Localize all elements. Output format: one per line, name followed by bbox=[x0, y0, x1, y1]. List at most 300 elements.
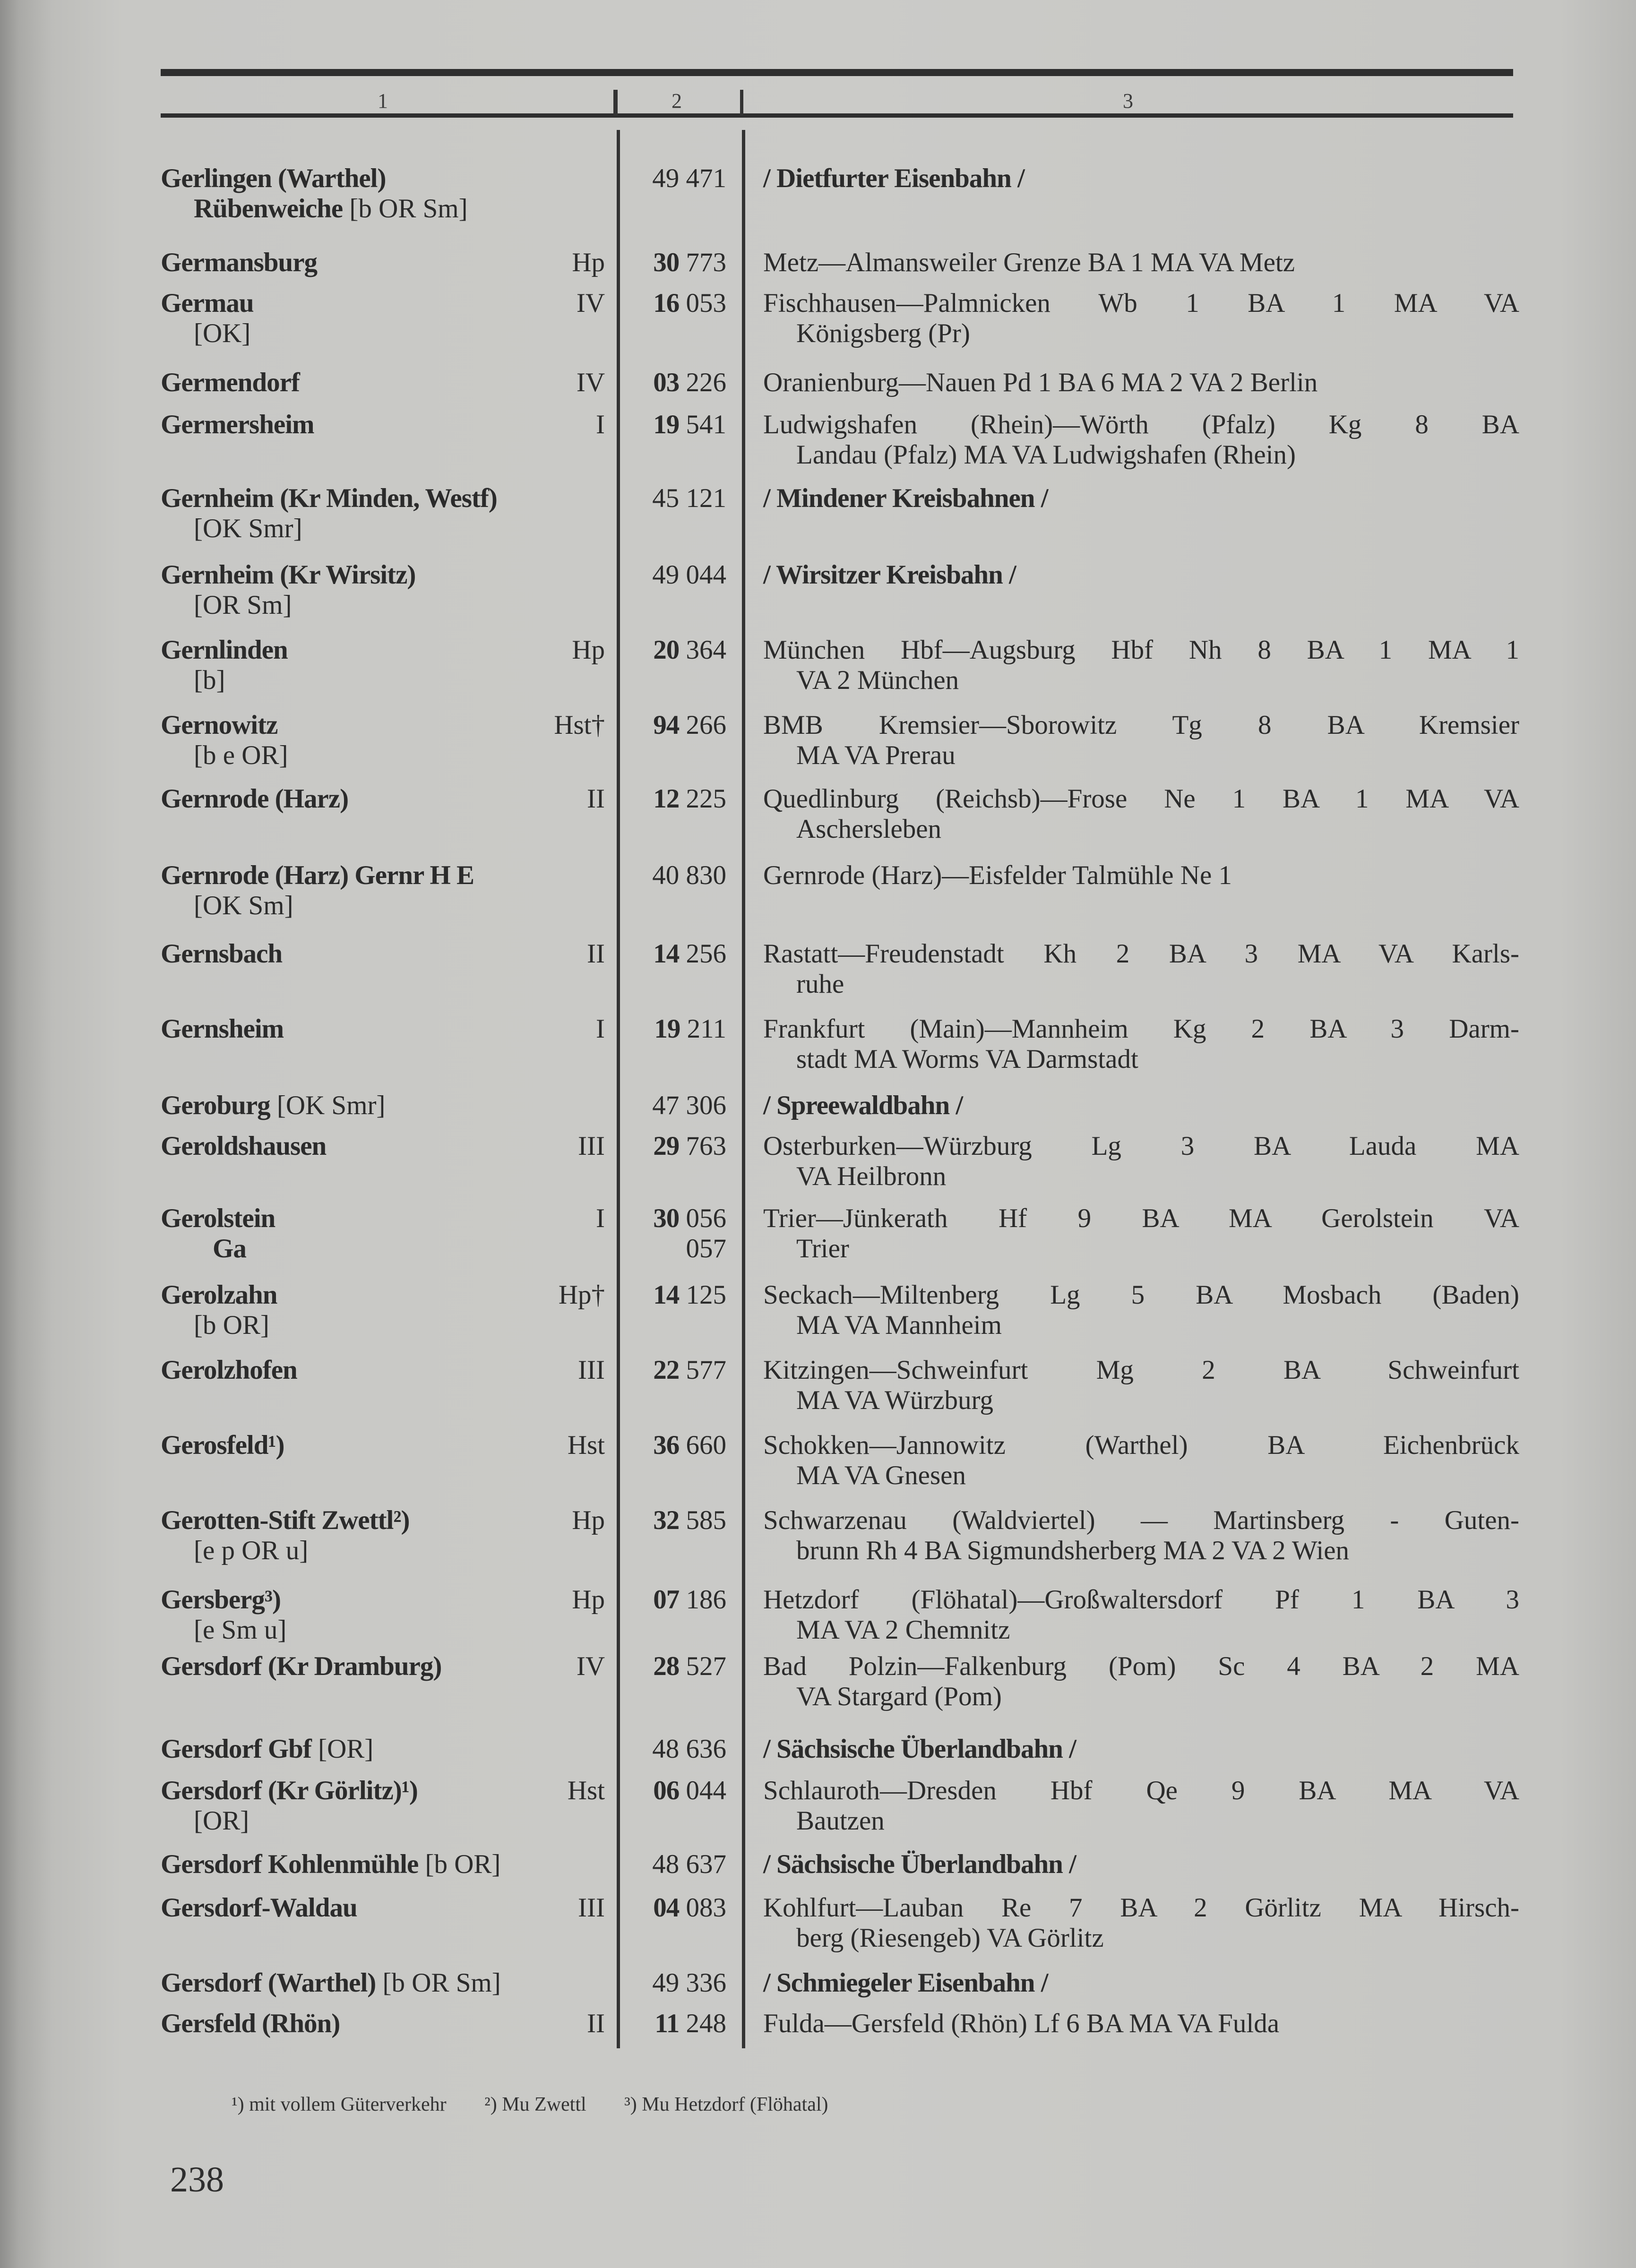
route-line: Fischhausen—Palmnicken Wb 1 BA 1 MA VA bbox=[763, 288, 1519, 318]
station-name: Gernsheim bbox=[161, 1014, 284, 1044]
column-header-3: 3 bbox=[1123, 89, 1133, 112]
station-number-prefix: 28 bbox=[653, 1651, 680, 1681]
route-cell bbox=[763, 635, 1519, 696]
station-sub-note: [b e OR] bbox=[194, 740, 288, 770]
station-sub-note: [e p OR u] bbox=[194, 1536, 309, 1565]
route-line: Landau (Pfalz) MA VA Ludwigshafen (Rhein) bbox=[796, 440, 1296, 470]
station-number-prefix: 30 bbox=[653, 248, 680, 277]
station-note: [b OR] bbox=[418, 1849, 501, 1879]
route-line: MA VA Mannheim bbox=[796, 1310, 1002, 1340]
station-name: Gersberg³) bbox=[161, 1585, 281, 1615]
station-number bbox=[621, 1585, 726, 1615]
station-number-suffix: 577 bbox=[679, 1355, 726, 1385]
route-cell bbox=[763, 483, 1519, 514]
route-cell bbox=[763, 1968, 1519, 1998]
station-number-suffix: 083 bbox=[679, 1893, 726, 1923]
station-class: Hp bbox=[572, 1505, 605, 1535]
station-cell bbox=[161, 2009, 605, 2039]
route-cell bbox=[763, 784, 1519, 844]
station-name-group bbox=[161, 1131, 326, 1161]
station-number-prefix: 04 bbox=[653, 1893, 680, 1923]
station-cell bbox=[161, 1849, 605, 1880]
route-line: Kohlfurt—Lauban Re 7 BA 2 Görlitz MA Hirsch- bbox=[763, 1893, 1519, 1923]
station-line bbox=[161, 1734, 605, 1764]
station-name-group bbox=[161, 1893, 357, 1923]
station-cell bbox=[161, 368, 605, 398]
station-subline bbox=[161, 665, 605, 696]
route-cell bbox=[763, 1131, 1519, 1192]
station-number-suffix: 266 bbox=[679, 710, 726, 740]
route-cell bbox=[763, 163, 1519, 194]
station-number-prefix: 47 306 bbox=[652, 1091, 726, 1120]
footnote-2: ²) Mu Zwettl bbox=[484, 2094, 586, 2115]
station-number-prefix: 49 471 bbox=[652, 163, 726, 193]
station-number-prefix: 36 bbox=[653, 1430, 680, 1460]
station-class: II bbox=[587, 784, 605, 814]
route-line: Osterburken—Würzburg Lg 3 BA Lauda MA bbox=[763, 1131, 1519, 1161]
route-line: Schlauroth—Dresden Hbf Qe 9 BA MA VA bbox=[763, 1776, 1519, 1805]
station-class: Hst bbox=[567, 1430, 605, 1460]
station-sub-note: [b] bbox=[194, 665, 225, 695]
station-subline bbox=[161, 194, 605, 224]
station-number bbox=[621, 1355, 726, 1385]
station-name-group bbox=[161, 368, 300, 398]
station-cell bbox=[161, 1734, 605, 1764]
column-divider-2 bbox=[742, 130, 745, 2048]
station-sub-note: [OK] bbox=[194, 318, 251, 348]
station-line bbox=[161, 410, 605, 440]
station-cell bbox=[161, 483, 605, 544]
station-sub-note: [OK Sm] bbox=[194, 891, 293, 920]
station-name: Gerolzahn bbox=[161, 1280, 277, 1310]
station-name: Gersdorf (Warthel) bbox=[161, 1968, 376, 1998]
station-name: Gersdorf (Kr Görlitz)¹) bbox=[161, 1776, 418, 1805]
station-cell bbox=[161, 939, 605, 969]
station-number bbox=[621, 784, 726, 814]
route-cell bbox=[763, 1585, 1519, 1645]
route-line: Königsberg (Pr) bbox=[796, 318, 970, 348]
station-name-group bbox=[161, 483, 497, 514]
station-name: Gernowitz bbox=[161, 710, 278, 740]
station-name-group bbox=[161, 1430, 284, 1460]
station-class: I bbox=[596, 410, 605, 439]
station-number-prefix: 22 bbox=[653, 1355, 680, 1385]
station-number-suffix: 527 bbox=[679, 1651, 726, 1681]
station-number-suffix: 053 bbox=[679, 288, 726, 318]
station-cell bbox=[161, 1091, 605, 1121]
station-line bbox=[161, 1203, 605, 1234]
station-cell bbox=[161, 560, 605, 620]
station-cell bbox=[161, 1893, 605, 1923]
station-class: III bbox=[578, 1893, 605, 1923]
station-number-suffix: 364 bbox=[679, 635, 726, 665]
station-sub-name: Rübenweiche bbox=[194, 194, 343, 223]
station-cell bbox=[161, 710, 605, 771]
station-number bbox=[621, 560, 726, 590]
route-line: MA VA Prerau bbox=[796, 740, 956, 770]
route-line: / Sächsische Überlandbahn / bbox=[763, 1734, 1076, 1764]
station-name: Gernheim (Kr Minden, Westf) bbox=[161, 483, 497, 513]
station-name-group bbox=[161, 1849, 500, 1880]
route-line: Schokken—Jannowitz (Warthel) BA Eichenbrück bbox=[763, 1430, 1519, 1460]
route-line: Gernrode (Harz)—Eisfelder Talmühle Ne 1 bbox=[763, 860, 1232, 890]
station-name: Gernrode (Harz) bbox=[161, 784, 349, 814]
station-number-suffix: 660 bbox=[679, 1430, 726, 1460]
station-class: III bbox=[578, 1355, 605, 1385]
station-name-group bbox=[161, 1734, 373, 1764]
station-name-group bbox=[161, 1014, 284, 1044]
station-cell bbox=[161, 1355, 605, 1385]
route-line: VA Stargard (Pom) bbox=[796, 1682, 1002, 1711]
station-name-group bbox=[161, 1651, 441, 1682]
station-name: Germersheim bbox=[161, 410, 314, 439]
route-cell bbox=[763, 1651, 1519, 1712]
station-cell bbox=[161, 860, 605, 921]
station-cell bbox=[161, 1968, 605, 1998]
station-cell bbox=[161, 1203, 605, 1264]
station-name-group bbox=[161, 860, 474, 891]
station-sub-note: [b OR Sm] bbox=[343, 194, 468, 223]
station-number bbox=[621, 248, 726, 278]
route-line: Trier—Jünkerath Hf 9 BA MA Gerolstein VA bbox=[763, 1203, 1519, 1233]
station-cell bbox=[161, 288, 605, 349]
station-line bbox=[161, 1131, 605, 1161]
route-cell bbox=[763, 288, 1519, 349]
station-name-group bbox=[161, 163, 386, 194]
route-line: / Spreewaldbahn / bbox=[763, 1091, 963, 1120]
station-class: I bbox=[596, 1014, 605, 1044]
station-name-group bbox=[161, 710, 277, 740]
route-cell bbox=[763, 1203, 1519, 1264]
station-name-group bbox=[161, 248, 317, 278]
station-number-suffix: 773 bbox=[679, 248, 726, 277]
route-cell bbox=[763, 560, 1519, 590]
station-class: III bbox=[578, 1131, 605, 1161]
route-line: Ludwigshafen (Rhein)—Wörth (Pfalz) Kg 8 BA bbox=[763, 410, 1519, 439]
station-number-prefix: 49 044 bbox=[652, 560, 726, 590]
station-number-suffix: 186 bbox=[679, 1585, 726, 1615]
station-subline bbox=[161, 1234, 605, 1264]
station-name-group bbox=[161, 1091, 385, 1121]
route-line: Kitzingen—Schweinfurt Mg 2 BA Schweinfurt bbox=[763, 1355, 1519, 1385]
station-line bbox=[161, 1355, 605, 1385]
route-cell bbox=[763, 860, 1519, 891]
station-number bbox=[621, 860, 726, 891]
footnote-1: ¹) mit vollem Güterverkehr bbox=[232, 2094, 447, 2115]
route-cell bbox=[763, 1849, 1519, 1880]
station-name: Gersdorf Kohlenmühle bbox=[161, 1849, 419, 1879]
header-rule bbox=[161, 113, 1513, 118]
column-divider-2-header bbox=[740, 90, 743, 116]
route-line: / Wirsitzer Kreisbahn / bbox=[763, 560, 1016, 590]
station-line bbox=[161, 1091, 605, 1121]
station-number-suffix: 125 bbox=[679, 1280, 726, 1310]
station-sub-note: [OK Smr] bbox=[194, 514, 302, 543]
station-note: [OR] bbox=[311, 1734, 374, 1764]
route-line: / Dietfurter Eisenbahn / bbox=[763, 163, 1025, 193]
station-name: Gerotten-Stift Zwettl²) bbox=[161, 1505, 410, 1535]
station-cell bbox=[161, 1430, 605, 1460]
station-line bbox=[161, 288, 605, 318]
station-line bbox=[161, 1505, 605, 1536]
route-cell bbox=[763, 1014, 1519, 1074]
route-cell bbox=[763, 939, 1519, 999]
station-class: Hp bbox=[572, 248, 605, 277]
route-cell bbox=[763, 368, 1519, 398]
footnote-3: ³) Mu Hetzdorf (Flöhatal) bbox=[624, 2094, 828, 2115]
column-divider-1-header bbox=[613, 90, 618, 116]
station-note: [b OR Sm] bbox=[376, 1968, 501, 1998]
station-number bbox=[621, 288, 726, 318]
station-number-prefix: 19 bbox=[653, 410, 680, 439]
station-number-prefix: 40 830 bbox=[652, 860, 726, 890]
station-number bbox=[621, 1734, 726, 1764]
station-class: Hp† bbox=[558, 1280, 605, 1310]
station-line bbox=[161, 1280, 605, 1310]
route-line: VA 2 München bbox=[796, 665, 959, 695]
station-cell bbox=[161, 248, 605, 278]
route-line: MA VA Würzburg bbox=[796, 1385, 994, 1415]
station-name: Gersfeld (Rhön) bbox=[161, 2009, 340, 2038]
route-line: brunn Rh 4 BA Sigmundsherberg MA 2 VA 2 Wien bbox=[796, 1536, 1350, 1565]
route-cell bbox=[763, 710, 1519, 771]
station-number bbox=[621, 1968, 726, 1998]
station-number bbox=[621, 1091, 726, 1121]
page-number: 238 bbox=[170, 2160, 224, 2199]
station-number-suffix: 211 bbox=[680, 1014, 726, 1044]
station-name: Gerolstein bbox=[161, 1203, 276, 1233]
station-line bbox=[161, 1776, 605, 1806]
route-line: Schwarzenau (Waldviertel) — Martinsberg - Guten- bbox=[763, 1505, 1519, 1535]
route-line: Frankfurt (Main)—Mannheim Kg 2 BA 3 Darm- bbox=[763, 1014, 1519, 1044]
station-sub-note: [b OR] bbox=[194, 1310, 269, 1340]
column-header-1: 1 bbox=[378, 89, 388, 112]
station-line bbox=[161, 1968, 605, 1998]
station-number bbox=[621, 368, 726, 398]
station-name-group bbox=[161, 560, 415, 590]
station-line bbox=[161, 784, 605, 814]
route-line: / Sächsische Überlandbahn / bbox=[763, 1849, 1076, 1879]
station-class: I bbox=[596, 1203, 605, 1233]
route-cell bbox=[763, 410, 1519, 470]
station-number-prefix: 29 bbox=[653, 1131, 680, 1161]
station-class: Hp bbox=[572, 635, 605, 665]
station-number-prefix: 48 636 bbox=[652, 1734, 726, 1764]
station-class: IV bbox=[576, 288, 605, 318]
station-number-alt: 057 bbox=[686, 1234, 726, 1263]
station-name: Gernlinden bbox=[161, 635, 288, 665]
route-line: Aschersleben bbox=[796, 814, 942, 844]
route-line: Bautzen bbox=[796, 1806, 885, 1836]
station-number-prefix: 20 bbox=[653, 635, 680, 665]
station-number-prefix: 06 bbox=[653, 1776, 680, 1805]
route-line: Hetzdorf (Flöhatal)—Großwaltersdorf Pf 1 BA 3 bbox=[763, 1585, 1519, 1615]
station-number bbox=[621, 1131, 726, 1161]
station-number-suffix: 541 bbox=[679, 410, 726, 439]
station-subline bbox=[161, 590, 605, 620]
route-line: stadt MA Worms VA Darmstadt bbox=[796, 1044, 1138, 1074]
station-number-suffix: 056 bbox=[679, 1203, 726, 1233]
station-line bbox=[161, 1651, 605, 1682]
route-cell bbox=[763, 1355, 1519, 1416]
column-header-2: 2 bbox=[672, 89, 682, 112]
station-line bbox=[161, 248, 605, 278]
station-number-prefix: 30 bbox=[653, 1203, 680, 1233]
station-number bbox=[621, 1203, 726, 1264]
station-class: IV bbox=[576, 1651, 605, 1681]
route-line: VA Heilbronn bbox=[796, 1161, 947, 1191]
station-name: Germau bbox=[161, 288, 254, 318]
station-line bbox=[161, 483, 605, 514]
route-cell bbox=[763, 1091, 1519, 1121]
station-line bbox=[161, 1430, 605, 1460]
station-subline bbox=[161, 1536, 605, 1566]
route-line: Bad Polzin—Falkenburg (Pom) Sc 4 BA 2 MA bbox=[763, 1651, 1519, 1681]
route-line: München Hbf—Augsburg Hbf Nh 8 BA 1 MA 1 bbox=[763, 635, 1519, 665]
station-subline bbox=[161, 891, 605, 921]
station-name: Geroldshausen bbox=[161, 1131, 327, 1161]
station-name-group bbox=[161, 635, 288, 665]
station-subline bbox=[161, 514, 605, 544]
station-cell bbox=[161, 1776, 605, 1836]
station-name-group bbox=[161, 939, 282, 969]
station-cell bbox=[161, 1585, 605, 1645]
station-name-group bbox=[161, 1203, 275, 1234]
route-line: Metz—Almansweiler Grenze BA 1 MA VA Metz bbox=[763, 248, 1295, 277]
station-name: Gersdorf-Waldau bbox=[161, 1893, 357, 1923]
route-line: Fulda—Gersfeld (Rhön) Lf 6 BA MA VA Fulda bbox=[763, 2009, 1279, 2038]
station-name-group bbox=[161, 784, 348, 814]
station-number-prefix: 16 bbox=[653, 288, 680, 318]
station-cell bbox=[161, 1131, 605, 1161]
station-name: Geroburg bbox=[161, 1091, 270, 1120]
route-line: ruhe bbox=[796, 969, 844, 999]
station-number-prefix: 94 bbox=[653, 710, 680, 740]
column-divider-1 bbox=[617, 130, 620, 2048]
route-line: MA VA Gnesen bbox=[796, 1460, 966, 1490]
station-class: Hp bbox=[572, 1585, 605, 1615]
station-number-suffix: 226 bbox=[679, 368, 726, 397]
route-line: Quedlinburg (Reichsb)—Frose Ne 1 BA 1 MA VA bbox=[763, 784, 1519, 814]
station-number-prefix: 49 336 bbox=[652, 1968, 726, 1998]
route-cell bbox=[763, 1734, 1519, 1764]
station-name: Gerosfeld¹) bbox=[161, 1430, 284, 1460]
station-sub-name: Ga bbox=[213, 1234, 246, 1263]
route-line: berg (Riesengeb) VA Görlitz bbox=[796, 1923, 1104, 1953]
station-number-suffix: 044 bbox=[679, 1776, 726, 1805]
station-name: Gerlingen (Warthel) bbox=[161, 163, 386, 193]
station-number bbox=[621, 939, 726, 969]
station-number-prefix: 19 bbox=[654, 1014, 680, 1044]
station-name-group bbox=[161, 1585, 281, 1615]
station-number-prefix: 45 121 bbox=[652, 483, 726, 513]
station-subline bbox=[161, 1310, 605, 1340]
route-cell bbox=[763, 1505, 1519, 1566]
station-number-suffix: 763 bbox=[679, 1131, 726, 1161]
route-line: MA VA 2 Chemnitz bbox=[796, 1615, 1010, 1645]
station-note: [OK Smr] bbox=[270, 1091, 386, 1120]
station-number-prefix: 32 bbox=[653, 1505, 680, 1535]
station-line bbox=[161, 560, 605, 590]
station-name: Gernsbach bbox=[161, 939, 283, 969]
station-name: Germansburg bbox=[161, 248, 317, 277]
top-rule bbox=[161, 69, 1513, 76]
station-number bbox=[621, 635, 726, 665]
route-cell bbox=[763, 248, 1519, 278]
station-number bbox=[621, 1651, 726, 1682]
station-number-prefix: 14 bbox=[653, 1280, 680, 1310]
station-number-prefix: 48 637 bbox=[652, 1849, 726, 1879]
station-name-group bbox=[161, 1968, 501, 1998]
route-line: Oranienburg—Nauen Pd 1 BA 6 MA 2 VA 2 Berlin bbox=[763, 368, 1318, 397]
station-number-suffix: 256 bbox=[679, 939, 726, 969]
station-class: IV bbox=[576, 368, 605, 397]
station-class: II bbox=[587, 2009, 605, 2038]
route-line: Seckach—Miltenberg Lg 5 BA Mosbach (Baden) bbox=[763, 1280, 1519, 1310]
station-number bbox=[621, 1893, 726, 1923]
station-line bbox=[161, 939, 605, 969]
station-line bbox=[161, 1014, 605, 1044]
station-cell bbox=[161, 1280, 605, 1340]
station-number bbox=[621, 1849, 726, 1880]
station-class: Hst† bbox=[554, 710, 605, 740]
station-name-group bbox=[161, 1505, 409, 1536]
station-line bbox=[161, 1893, 605, 1923]
station-name: Gernheim (Kr Wirsitz) bbox=[161, 560, 416, 590]
station-line bbox=[161, 1849, 605, 1880]
station-number bbox=[621, 1776, 726, 1806]
station-class: II bbox=[587, 939, 605, 969]
station-number-prefix: 03 bbox=[653, 368, 680, 397]
station-name: Gerolzhofen bbox=[161, 1355, 297, 1385]
station-name: Gersdorf Gbf bbox=[161, 1734, 311, 1764]
station-name-group bbox=[161, 410, 314, 440]
station-cell bbox=[161, 163, 605, 224]
station-line bbox=[161, 860, 605, 891]
station-number bbox=[621, 410, 726, 440]
station-name-group bbox=[161, 1776, 418, 1806]
station-sub-note: [OR Sm] bbox=[194, 590, 292, 620]
station-number-prefix: 12 bbox=[653, 784, 680, 814]
station-subline bbox=[161, 740, 605, 771]
route-line: / Mindener Kreisbahnen / bbox=[763, 483, 1048, 513]
station-sub-note: [e Sm u] bbox=[194, 1615, 287, 1645]
station-line bbox=[161, 368, 605, 398]
station-line bbox=[161, 163, 605, 194]
station-line bbox=[161, 710, 605, 740]
station-name: Germendorf bbox=[161, 368, 300, 397]
station-number bbox=[621, 483, 726, 514]
station-name: Gersdorf (Kr Dramburg) bbox=[161, 1651, 442, 1681]
route-cell bbox=[763, 1280, 1519, 1340]
station-number-suffix: 248 bbox=[679, 2009, 726, 2038]
station-number-suffix: 585 bbox=[679, 1505, 726, 1535]
route-cell bbox=[763, 1776, 1519, 1836]
station-subline bbox=[161, 1615, 605, 1645]
station-number bbox=[621, 1430, 726, 1460]
station-number bbox=[621, 2009, 726, 2039]
station-name-group bbox=[161, 288, 254, 318]
route-line: / Schmiegeler Eisenbahn / bbox=[763, 1968, 1048, 1998]
route-line: Rastatt—Freudenstadt Kh 2 BA 3 MA VA Karls- bbox=[763, 939, 1519, 969]
station-name-group bbox=[161, 1280, 277, 1310]
station-line bbox=[161, 2009, 605, 2039]
station-sub-note: [OR] bbox=[194, 1806, 250, 1836]
station-number-prefix: 07 bbox=[653, 1585, 680, 1615]
station-class: Hst bbox=[567, 1776, 605, 1805]
route-line: BMB Kremsier—Sborowitz Tg 8 BA Kremsier bbox=[763, 710, 1519, 740]
station-cell bbox=[161, 1651, 605, 1682]
